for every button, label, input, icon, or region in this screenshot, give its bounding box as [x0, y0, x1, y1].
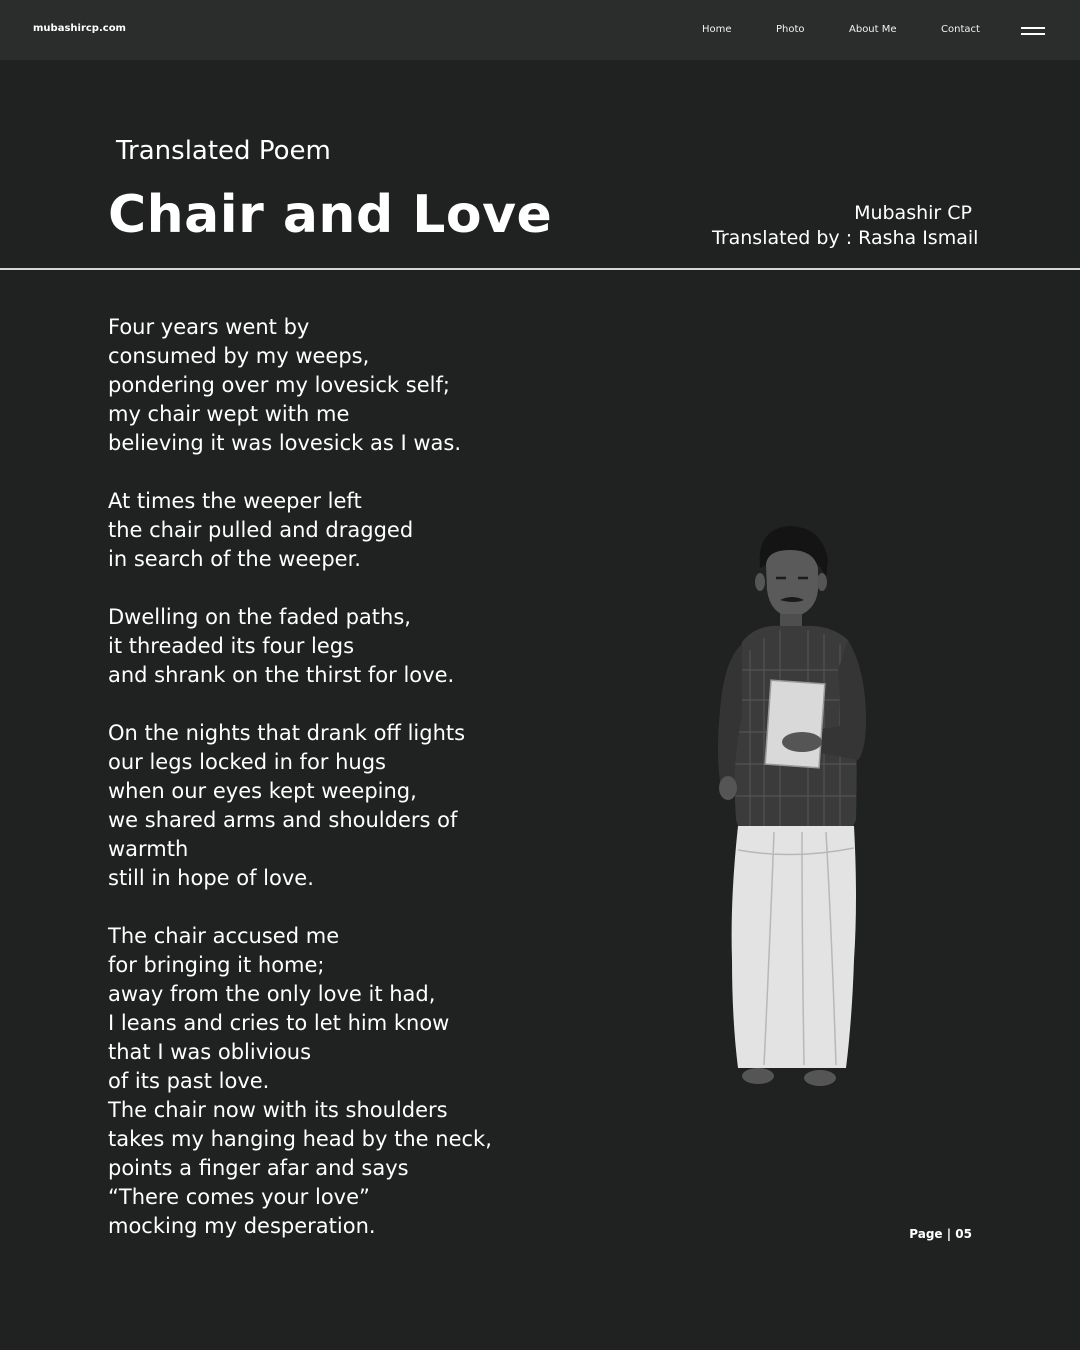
- poem-line: On the nights that drank off lights: [108, 721, 466, 745]
- poem-stanza: [108, 922, 508, 1241]
- poem-line: that I was oblivious: [108, 1040, 312, 1064]
- poem-line: consumed by my weeps,: [108, 344, 370, 368]
- poem-line: I leans and cries to let him know: [108, 1011, 450, 1035]
- poem-line: “There comes your love”: [108, 1185, 370, 1209]
- poem-line: pondering over my lovesick self;: [108, 373, 450, 397]
- poem-stanza: [108, 487, 508, 574]
- poem-line: it threaded its four legs: [108, 634, 355, 658]
- nav-item-contact[interactable]: Contact: [941, 24, 980, 35]
- nav-item-home[interactable]: Home: [702, 24, 732, 35]
- poem-line: in search of the weeper.: [108, 547, 361, 571]
- poem-line: our legs locked in for hugs: [108, 750, 386, 774]
- poem-line: away from the only love it had,: [108, 982, 436, 1006]
- poem-stanza: [108, 603, 508, 690]
- author-name: Mubashir CP: [854, 202, 972, 224]
- translator-credit: Translated by : Rasha Ismail: [712, 227, 979, 249]
- poem-stanza: [108, 313, 508, 458]
- poem-line: of its past love.: [108, 1069, 270, 1093]
- poem-line: The chair now with its shoulders: [108, 1098, 448, 1122]
- poem-line: Dwelling on the faded paths,: [108, 605, 411, 629]
- page-title: Chair and Love: [108, 185, 553, 245]
- poem-line: mocking my desperation.: [108, 1214, 376, 1238]
- top-navigation-bar: [0, 0, 1080, 60]
- header-divider: [0, 268, 1080, 270]
- article-label: Translated Poem: [116, 136, 331, 166]
- poem-line: points a finger afar and says: [108, 1156, 409, 1180]
- nav-item-photo[interactable]: Photo: [776, 24, 805, 35]
- poem-body: [108, 313, 508, 1241]
- hamburger-menu-icon[interactable]: [1021, 26, 1045, 36]
- poem-line: Four years went by: [108, 315, 310, 339]
- poem-stanza: [108, 719, 508, 893]
- poem-line: the chair pulled and dragged: [108, 518, 414, 542]
- nav-item-about-me[interactable]: About Me: [849, 24, 897, 35]
- poem-line: believing it was lovesick as I was.: [108, 431, 462, 455]
- poem-line: when our eyes kept weeping,: [108, 779, 417, 803]
- poem-line: still in hope of love.: [108, 866, 314, 890]
- poem-line: The chair accused me: [108, 924, 340, 948]
- poem-line: my chair wept with me: [108, 402, 350, 426]
- author-portrait-photo: [690, 520, 880, 1100]
- poem-line: takes my hanging head by the neck,: [108, 1127, 492, 1151]
- poem-line: At times the weeper left: [108, 489, 362, 513]
- poem-line: for bringing it home;: [108, 953, 325, 977]
- poem-line: warmth: [108, 837, 189, 861]
- poem-line: and shrank on the thirst for love.: [108, 663, 455, 687]
- poem-line: we shared arms and shoulders of: [108, 808, 458, 832]
- page-number: Page | 05: [909, 1227, 972, 1241]
- site-name-link[interactable]: mubashircp.com: [33, 23, 126, 34]
